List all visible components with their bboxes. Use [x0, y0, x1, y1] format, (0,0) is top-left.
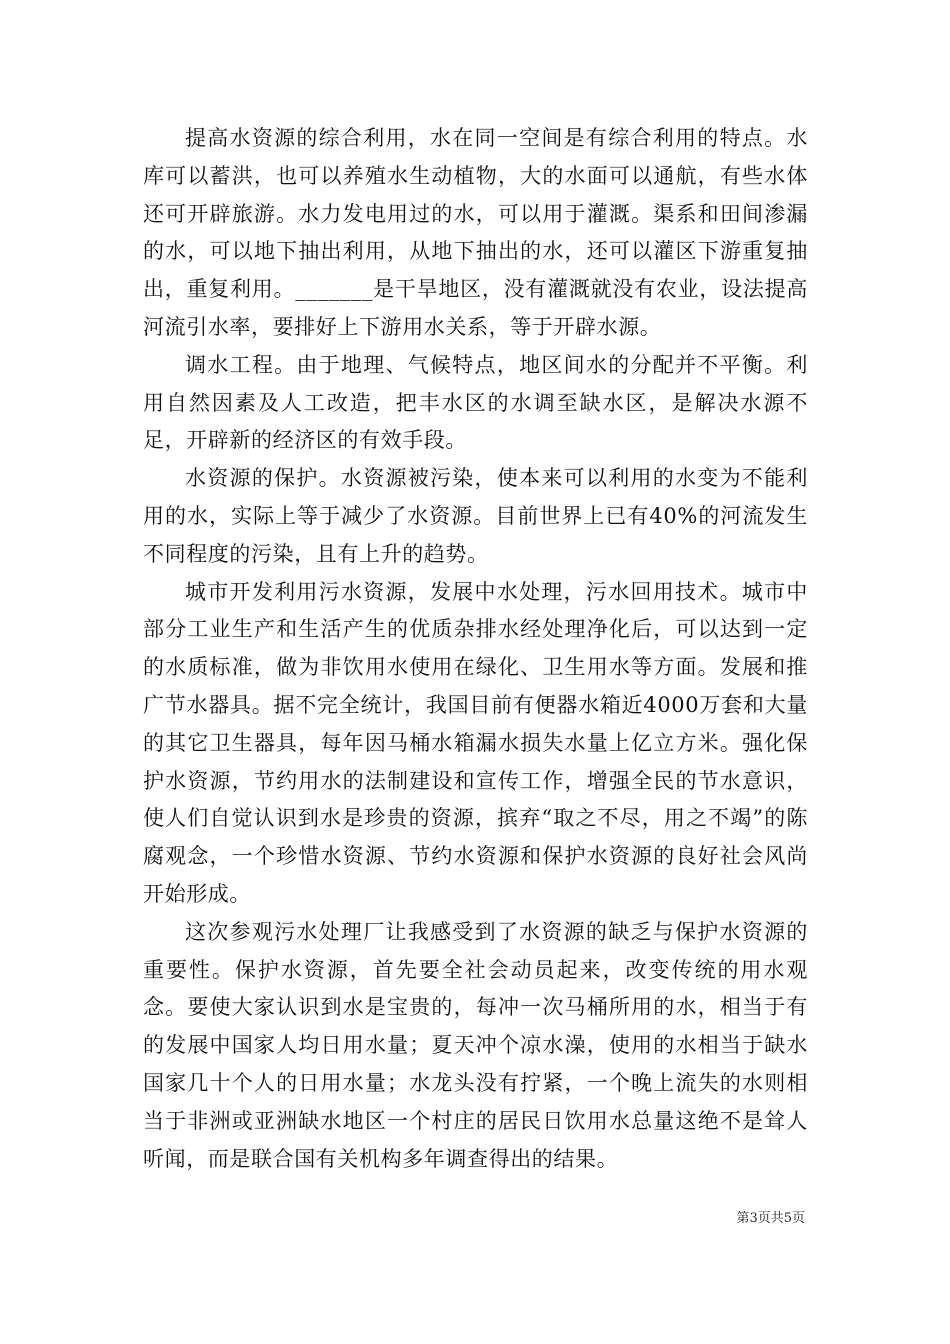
paragraph-urban-wastewater-reuse: 城市开发利用污水资源，发展中水处理，污水回用技术。城市中部分工业生产和生活产生的优质杂排水经处理净化后，可以达到一定的水质标准，做为非饮用水使用在绿化、卫生用水等方面。发展和推广节水器具。据不完全统计，我国目前有便器水箱近4000万套和大量的其它卫生器具，每年因马桶水箱漏水损失水量上亿立方米。强化保护水资源，节约用水的法制建设和宣传工作，增强全民的节水意识，使人们自觉认识到水是珍贵的资源，摈弃“取之不尽，用之不竭”的陈腐观念，一个珍惜水资源、节约水资源和保护水资源的良好社会风尚开始形成。: [143, 579, 808, 906]
document-body: [143, 120, 808, 1178]
paragraph-visit-reflection: 这次参观污水处理厂让我感受到了水资源的缺乏与保护水资源的重要性。保护水资源，首先要全社会动员起来，改变传统的用水观念。要使大家认识到水是宝贵的，每冲一次马桶所用的水，相当于有的发展中国家人均日用水量；夏天冲个凉水澡，使用的水相当于缺水国家几十个人的日用水量；水龙头没有拧紧，一个晚上流失的水则相当于非洲或亚洲缺水地区一个村庄的居民日饮用水总量这绝不是耸人听闻，而是联合国有关机构多年调查得出的结果。: [143, 919, 808, 1171]
page-number: 第3页共5页: [736, 1211, 805, 1226]
paragraph-water-transfer-project: 调水工程。由于地理、气候特点，地区间水的分配并不平衡。利用自然因素及人工改造，把丰水区的水调至缺水区，是解决水源不足，开辟新的经济区的有效手段。: [143, 352, 808, 453]
paragraph-water-comprehensive-use: 提高水资源的综合利用，水在同一空间是有综合利用的特点。水库可以蓄洪，也可以养殖水生动植物，大的水面可以通航，有些水体还可开辟旅游。水力发电用过的水，可以用于灌溉。渠系和田间渗漏的水，可以地下抽出利用，从地下抽出的水，还可以灌区下游重复抽出，重复利用。_______是干旱地区，没有灌溉就没有农业，设法提高河流引水率，要排好上下游用水关系，等于开辟水源。: [143, 126, 808, 339]
paragraph-water-protection: 水资源的保护。水资源被污染，使本来可以利用的水变为不能利用的水，实际上等于减少了水资源。目前世界上已有40%的河流发生不同程度的污染，且有上升的趋势。: [143, 466, 808, 566]
